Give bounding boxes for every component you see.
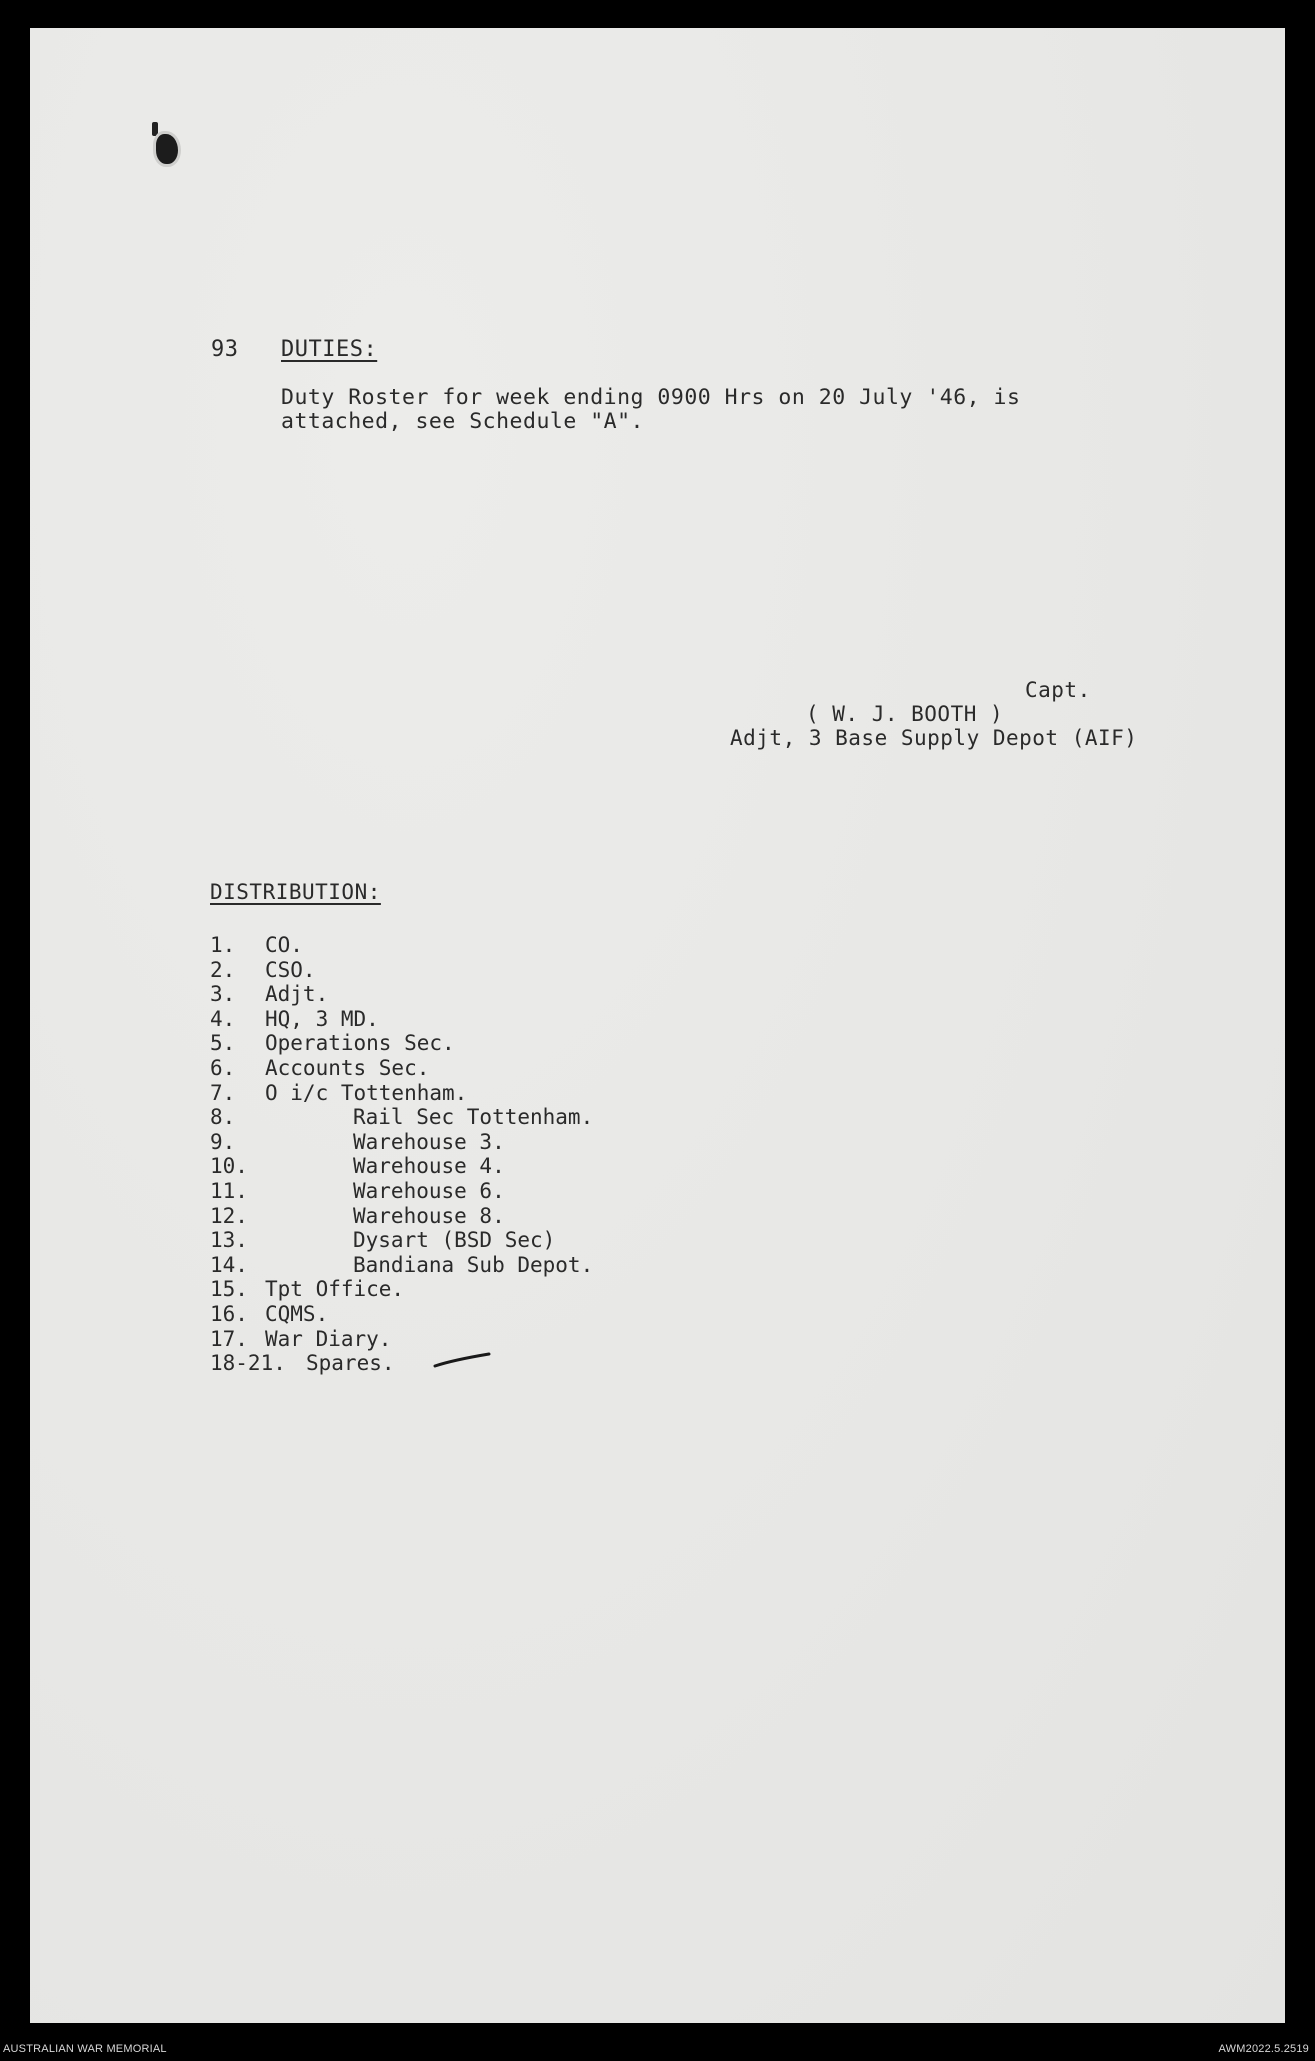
list-item (210, 1007, 593, 1032)
item-number: 3. (210, 982, 236, 1007)
list-item (210, 1056, 593, 1081)
list-item (210, 1327, 593, 1352)
item-text: Warehouse 3. (353, 1129, 505, 1154)
item-number: 6. (210, 1055, 236, 1080)
list-item (210, 1179, 593, 1204)
list-item (210, 1351, 593, 1376)
item-text: CSO. (265, 957, 316, 982)
list-item (210, 1228, 593, 1253)
item-text: Dysart (BSD Sec) (353, 1228, 556, 1253)
section-body-line2: attached, see Schedule "A". (281, 409, 644, 434)
item-text: CO. (265, 933, 303, 957)
list-item (210, 982, 593, 1007)
item-number: 1. (210, 933, 236, 957)
item-number: 9. (210, 1129, 236, 1154)
item-number: 10. (210, 1154, 248, 1179)
distribution-list (210, 933, 593, 1376)
item-text: Spares. (306, 1351, 395, 1376)
item-text: O i/c Tottenham. (265, 1080, 468, 1105)
list-item (210, 1302, 593, 1327)
list-item (210, 1154, 593, 1179)
signature-title: Adjt, 3 Base Supply Depot (AIF) (730, 726, 1138, 750)
item-text: War Diary. (265, 1326, 392, 1351)
section-number: 93 (211, 337, 239, 362)
item-text: Accounts Sec. (265, 1055, 430, 1080)
item-text: Operations Sec. (265, 1031, 455, 1056)
list-item (210, 958, 593, 983)
item-number: 14. (210, 1252, 248, 1277)
item-text: Warehouse 6. (353, 1178, 505, 1203)
item-number: 7. (210, 1080, 236, 1105)
punch-mark (152, 122, 158, 136)
list-item (210, 1081, 593, 1106)
item-text: Warehouse 8. (353, 1203, 505, 1228)
item-number: 15. (210, 1277, 248, 1302)
item-text: Warehouse 4. (353, 1154, 505, 1179)
item-number: 18-21. (210, 1351, 286, 1376)
footer-reference: AWM2022.5.2519 (1218, 2043, 1309, 2055)
item-text: CQMS. (265, 1301, 329, 1326)
item-text: Tpt Office. (265, 1277, 405, 1302)
section-heading: DUTIES: (281, 337, 378, 362)
list-item (210, 933, 593, 958)
punch-hole (156, 134, 178, 164)
list-item (210, 1204, 593, 1229)
list-item (210, 1105, 593, 1130)
item-number: 2. (210, 957, 236, 982)
list-item (210, 1277, 593, 1302)
distribution-heading: DISTRIBUTION: (210, 880, 381, 904)
item-number: 8. (210, 1105, 236, 1130)
item-number: 11. (210, 1178, 248, 1203)
footer-source: AUSTRALIAN WAR MEMORIAL (3, 2043, 167, 2055)
list-item (210, 1130, 593, 1155)
signature-name: ( W. J. BOOTH ) (806, 702, 1004, 726)
item-number: 5. (210, 1031, 236, 1056)
item-number: 17. (210, 1326, 248, 1351)
item-text: Bandiana Sub Depot. (353, 1252, 594, 1277)
signature-rank: Capt. (1025, 678, 1091, 702)
section-body-line1: Duty Roster for week ending 0900 Hrs on 20 July '46, is (281, 385, 1021, 410)
item-number: 4. (210, 1006, 236, 1031)
item-number: 16. (210, 1301, 248, 1326)
item-number: 13. (210, 1228, 248, 1253)
item-number: 12. (210, 1203, 248, 1228)
list-item (210, 1031, 593, 1056)
item-text: HQ, 3 MD. (265, 1006, 379, 1031)
item-text: Rail Sec Tottenham. (353, 1105, 594, 1130)
item-text: Adjt. (265, 982, 329, 1007)
list-item (210, 1253, 593, 1278)
document-page (30, 28, 1285, 2023)
tick-mark-icon (433, 1352, 493, 1372)
